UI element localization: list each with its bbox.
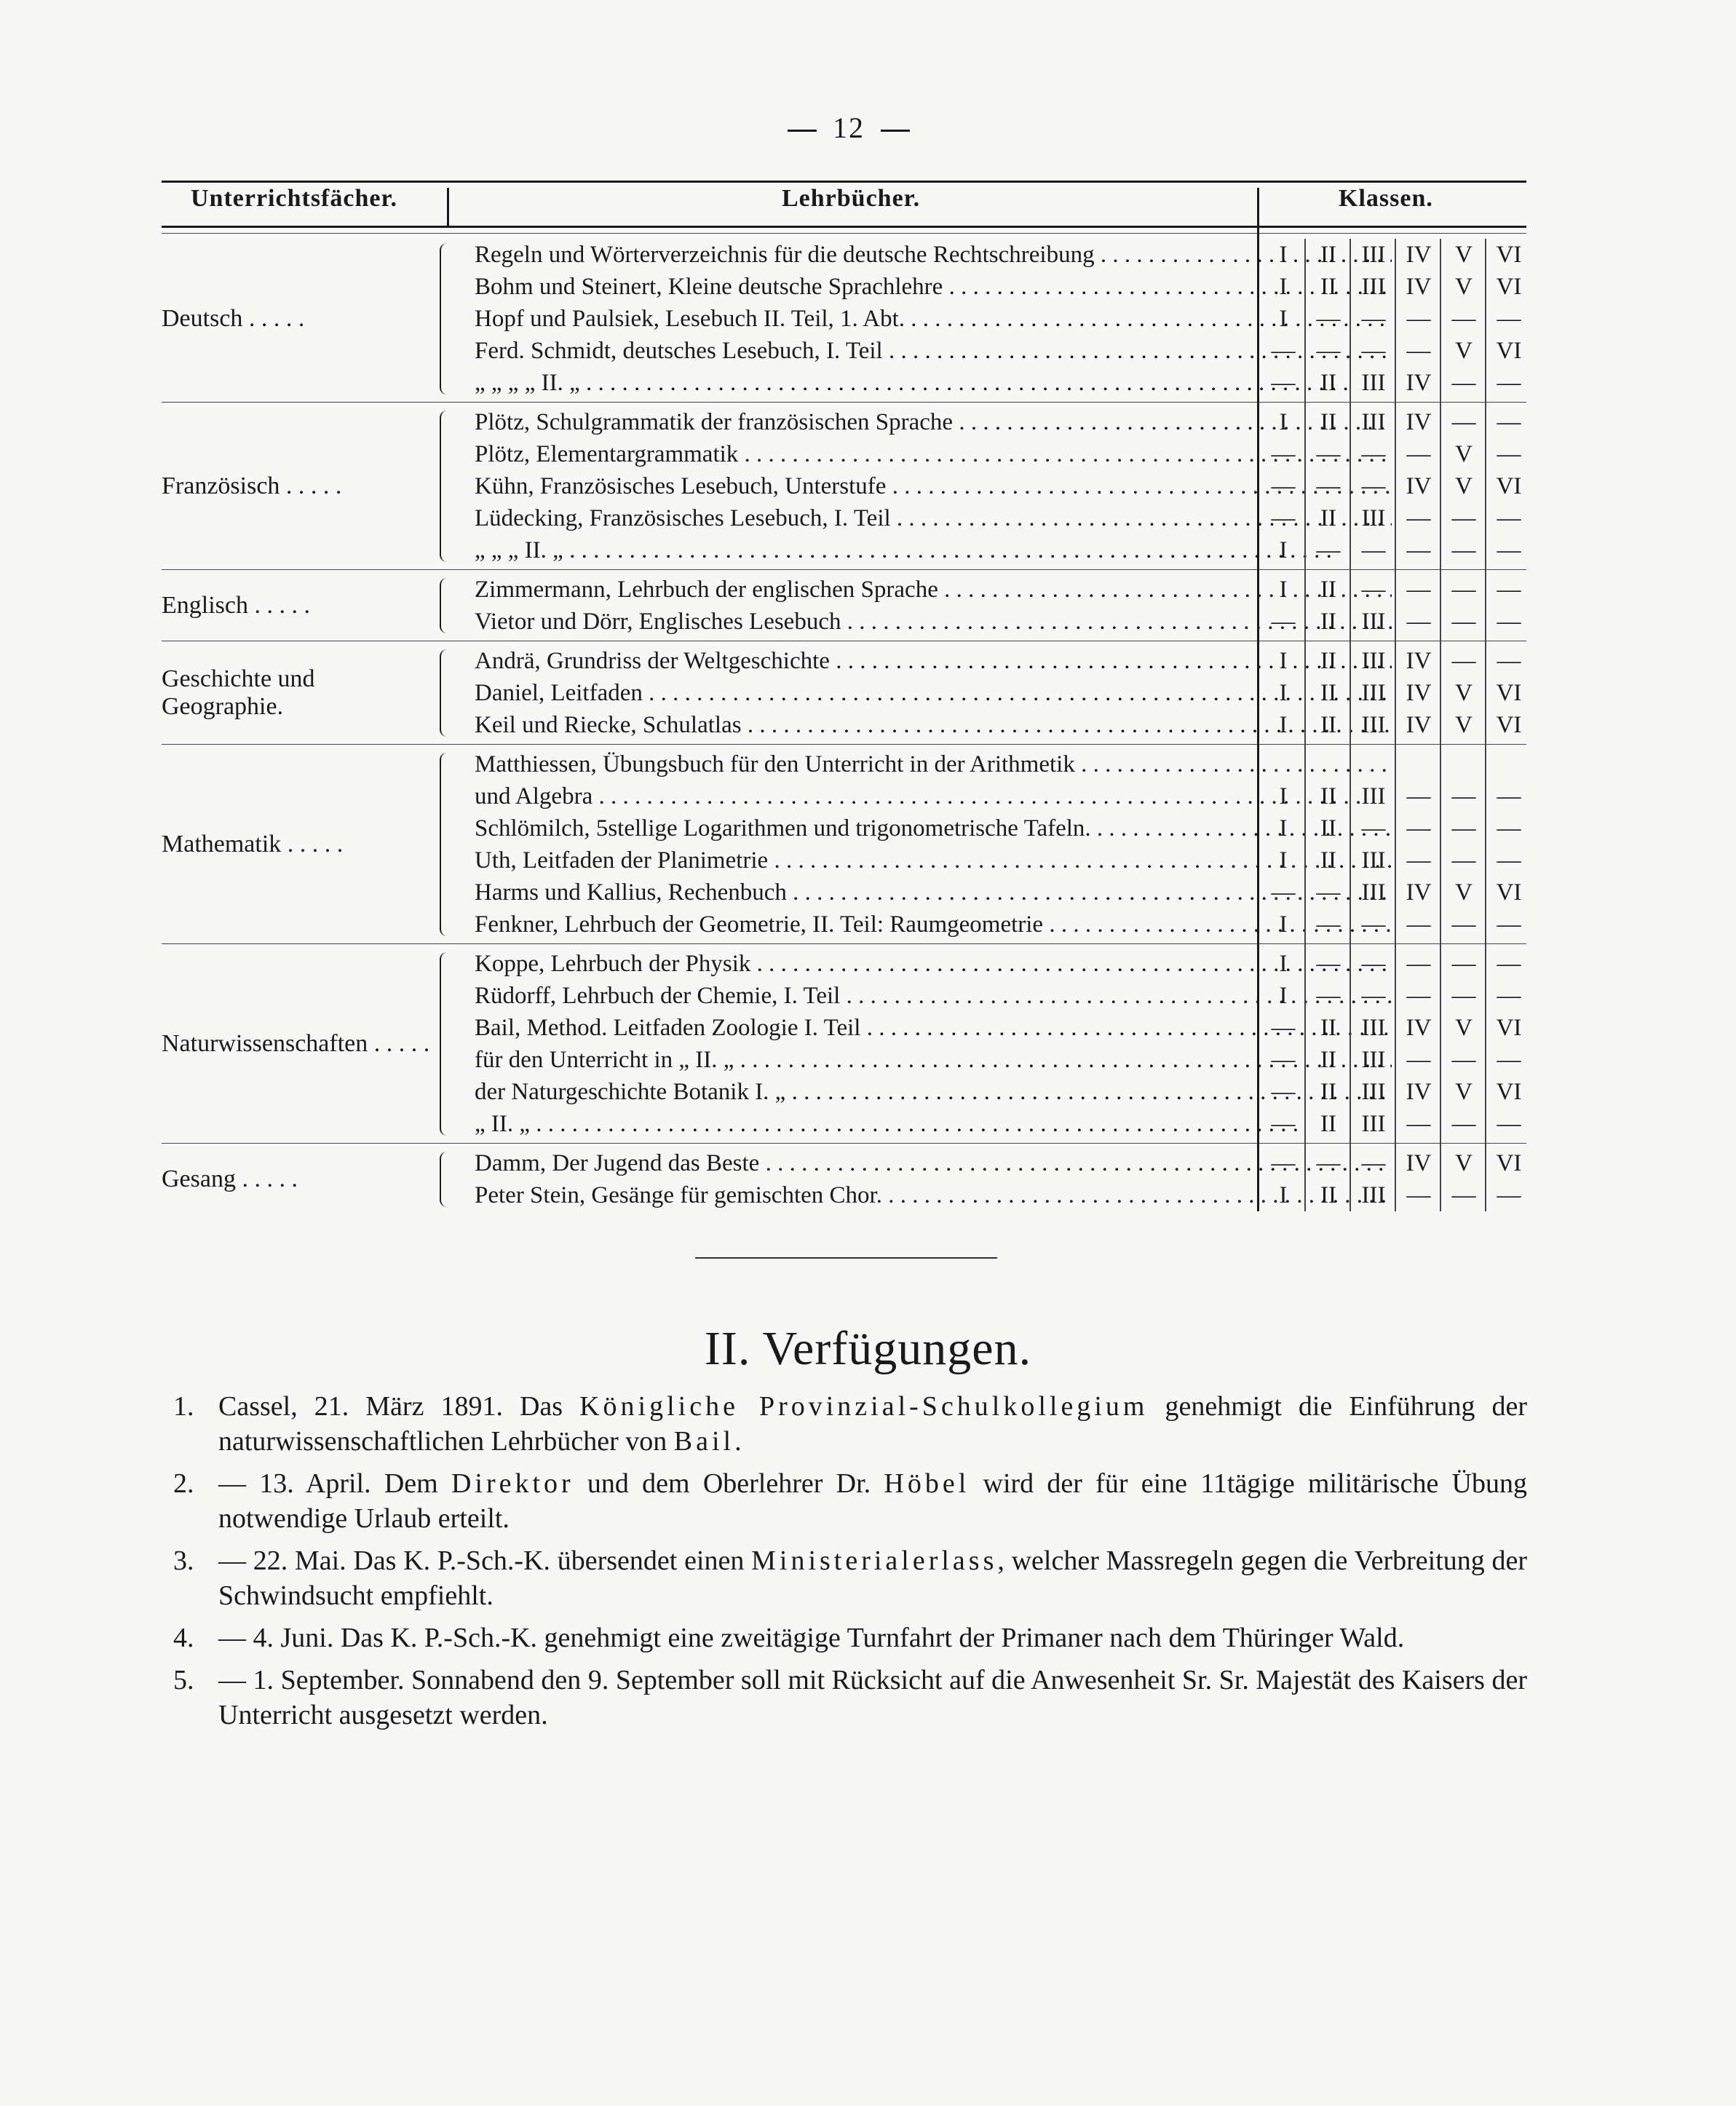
- class-cell: II: [1320, 370, 1336, 396]
- class-cell: —: [1271, 1079, 1296, 1105]
- class-cell: [1441, 748, 1486, 780]
- class-cell: —: [1497, 847, 1521, 874]
- class-cell: VI: [1496, 338, 1522, 364]
- class-cell: —: [1406, 911, 1431, 938]
- class-cell: III: [1361, 648, 1386, 674]
- class-cell: —: [1451, 648, 1476, 674]
- class-cell: V: [1455, 242, 1473, 268]
- class-cell: —: [1406, 537, 1431, 563]
- class-cell: —: [1316, 951, 1341, 977]
- class-cell: II: [1320, 242, 1336, 268]
- class-cell: —: [1497, 609, 1521, 635]
- class-cell: V: [1455, 473, 1473, 499]
- class-cell: IV: [1406, 879, 1432, 906]
- book-title: Uth, Leitfaden der Planimetrie . . .: [475, 844, 1392, 876]
- header-subjects: Unterrichtsfächer.: [191, 185, 397, 212]
- class-cell: —: [1406, 505, 1431, 531]
- book-title: Matthiessen, Übungsbuch für den Unterricht in der Arithmetik . . .: [475, 748, 1392, 780]
- class-cell: —: [1406, 1047, 1431, 1073]
- subject-group: [162, 239, 1526, 399]
- class-cell: VI: [1496, 1015, 1522, 1041]
- class-cell: —: [1406, 847, 1431, 874]
- class-cell: II: [1320, 847, 1336, 874]
- class-cell: III: [1361, 1015, 1386, 1041]
- class-cell: —: [1451, 370, 1476, 396]
- class-cell: —: [1406, 306, 1431, 332]
- class-cell: —: [1271, 505, 1296, 531]
- book-title: Koppe, Lehrbuch der Physik . . .: [475, 948, 1392, 980]
- class-cell: —: [1361, 338, 1386, 364]
- book-title: Lüdecking, Französisches Lesebuch, I. Teil . . .: [475, 502, 1392, 534]
- class-cell: I: [1279, 409, 1288, 435]
- class-cell: —: [1497, 577, 1521, 603]
- decree-item: 2. — 13. April. Dem Direktor und dem Oberlehrer Dr. Höbel wird der für eine 11tägige militärische Übung notwendige Urlaub erteilt.: [173, 1468, 1527, 1534]
- book-title: und Algebra . . .: [475, 780, 1392, 812]
- book-title: Peter Stein, Gesänge für gemischten Chor. . . .: [475, 1179, 1392, 1211]
- class-cell: —: [1451, 1111, 1476, 1137]
- class-cell: —: [1451, 306, 1476, 332]
- class-cell: III: [1361, 879, 1386, 906]
- class-cell: II: [1320, 1047, 1336, 1073]
- class-cell: I: [1279, 577, 1288, 603]
- class-cell: —: [1316, 1150, 1341, 1176]
- class-cell: —: [1271, 609, 1296, 635]
- subject-name: Deutsch . . . . .: [162, 305, 305, 332]
- class-cell: I: [1279, 847, 1288, 874]
- class-cell: —: [1406, 441, 1431, 467]
- class-cell: I: [1279, 680, 1288, 706]
- class-cell: [1351, 748, 1396, 780]
- book-title: Schlömilch, 5stellige Logarithmen und trigonometrische Tafeln. . . . .: [475, 812, 1392, 844]
- class-cell: II: [1320, 815, 1336, 842]
- book-title: Zimmermann, Lehrbuch der englischen Sprache . . .: [475, 574, 1392, 606]
- class-cell: —: [1316, 537, 1341, 563]
- class-cell: —: [1316, 338, 1341, 364]
- class-cell: —: [1497, 648, 1521, 674]
- class-cell: IV: [1406, 409, 1432, 435]
- class-cell: —: [1361, 306, 1386, 332]
- decree-item: 5. — 1. September. Sonnabend den 9. September soll mit Rücksicht auf die Anwesenheit Sr. Sr. Majestät des Kaisers der Unterricht ausgesetzt werden.: [173, 1665, 1527, 1730]
- class-cell: I: [1279, 242, 1288, 268]
- class-cell: —: [1451, 537, 1476, 563]
- class-cell: VI: [1496, 274, 1522, 300]
- section-title: II. Verfügungen.: [704, 1322, 1032, 1375]
- class-cell: I: [1279, 274, 1288, 300]
- class-cell: II: [1320, 783, 1336, 809]
- class-cell: —: [1451, 783, 1476, 809]
- class-cell: I: [1279, 648, 1288, 674]
- class-cell: V: [1455, 274, 1473, 300]
- brace: [440, 411, 448, 562]
- class-cell: —: [1316, 473, 1341, 499]
- class-cell: —: [1497, 815, 1521, 842]
- class-cell: —: [1406, 338, 1431, 364]
- class-cell: —: [1406, 1111, 1431, 1137]
- book-title: Harms und Kallius, Rechenbuch . . .: [475, 876, 1392, 908]
- page-number: 12: [772, 111, 926, 145]
- class-cell: —: [1451, 577, 1476, 603]
- book-title: „ II. „ . . .: [475, 1108, 1392, 1140]
- book-title: der Naturgeschichte Botanik I. „ . . .: [475, 1076, 1392, 1108]
- subject-group: [162, 1147, 1526, 1211]
- class-cell: III: [1361, 680, 1386, 706]
- class-cell: I: [1279, 306, 1288, 332]
- class-cell: III: [1361, 1111, 1386, 1137]
- class-cell: —: [1316, 983, 1341, 1009]
- brace: [440, 578, 448, 633]
- book-title: Bohm und Steinert, Kleine deutsche Sprachlehre . . . . . . . .: [475, 271, 1392, 303]
- class-cell: —: [1406, 951, 1431, 977]
- class-cell: III: [1361, 1182, 1386, 1208]
- class-cell: II: [1320, 505, 1336, 531]
- header-classes: Klassen.: [1339, 185, 1433, 212]
- class-cell: —: [1361, 473, 1386, 499]
- class-cell: II: [1320, 680, 1336, 706]
- book-title: Hopf und Paulsiek, Lesebuch II. Teil, 1. Abt. . . .: [475, 303, 1392, 335]
- brace: [440, 753, 448, 936]
- book-title: Andrä, Grundriss der Weltgeschichte . . .: [475, 645, 1392, 677]
- class-cell: I: [1279, 951, 1288, 977]
- class-cell: III: [1361, 712, 1386, 738]
- class-cell: VI: [1496, 1150, 1522, 1176]
- class-cell: III: [1361, 1047, 1386, 1073]
- book-title: Damm, Der Jugend das Beste . . .: [475, 1147, 1392, 1179]
- class-cell: VI: [1496, 879, 1522, 906]
- class-cell: IV: [1406, 1079, 1432, 1105]
- class-cell: III: [1361, 847, 1386, 874]
- class-cell: I: [1279, 712, 1288, 738]
- class-cell: [1261, 748, 1306, 780]
- book-title: Daniel, Leitfaden . . .: [475, 677, 1392, 709]
- class-cell: VI: [1496, 1079, 1522, 1105]
- book-title: Plötz, Schulgrammatik der französischen Sprache . . .: [475, 406, 1392, 438]
- class-cell: IV: [1406, 680, 1432, 706]
- subject-name: Naturwissenschaften . . . . .: [162, 1030, 430, 1057]
- class-cell: —: [1361, 577, 1386, 603]
- class-cell: VI: [1496, 680, 1522, 706]
- class-cell: III: [1361, 409, 1386, 435]
- class-cell: —: [1451, 983, 1476, 1009]
- class-cell: —: [1497, 306, 1521, 332]
- class-cell: III: [1361, 505, 1386, 531]
- class-cell: —: [1406, 577, 1431, 603]
- class-cell: —: [1406, 783, 1431, 809]
- brace: [440, 952, 448, 1136]
- class-cell: —: [1361, 911, 1386, 938]
- class-cell: III: [1361, 1079, 1386, 1105]
- class-cell: II: [1320, 577, 1336, 603]
- class-cell: —: [1406, 609, 1431, 635]
- class-cell: —: [1497, 1182, 1521, 1208]
- class-cell: VI: [1496, 712, 1522, 738]
- class-cell: —: [1271, 879, 1296, 906]
- book-title: Vietor und Dörr, Englisches Lesebuch . . .: [475, 606, 1392, 638]
- class-cell: —: [1316, 306, 1341, 332]
- class-cell: IV: [1406, 274, 1432, 300]
- class-cell: —: [1271, 1047, 1296, 1073]
- class-cell: —: [1451, 911, 1476, 938]
- book-title: „ „ „ II. „ . . .: [475, 534, 1392, 566]
- class-cell: [1396, 748, 1441, 780]
- class-cell: —: [1361, 983, 1386, 1009]
- class-cell: —: [1316, 911, 1341, 938]
- class-cell: III: [1361, 274, 1386, 300]
- class-cell: II: [1320, 1015, 1336, 1041]
- class-cell: —: [1497, 951, 1521, 977]
- subject-name: Englisch . . . . .: [162, 592, 310, 619]
- class-cell: VI: [1496, 473, 1522, 499]
- class-cell: IV: [1406, 648, 1432, 674]
- class-cell: IV: [1406, 1015, 1432, 1041]
- class-cell: [1486, 748, 1531, 780]
- brace: [440, 1152, 448, 1207]
- class-cell: IV: [1406, 473, 1432, 499]
- class-cell: —: [1497, 370, 1521, 396]
- subject-group: [162, 406, 1526, 566]
- class-cell: —: [1497, 1047, 1521, 1073]
- subject-group: [162, 748, 1526, 941]
- class-cell: —: [1271, 1111, 1296, 1137]
- class-cell: V: [1455, 680, 1473, 706]
- book-title: Keil und Riecke, Schulatlas . . .: [475, 709, 1392, 741]
- class-cell: V: [1455, 879, 1473, 906]
- brace: [440, 649, 448, 737]
- subject-group: [162, 645, 1526, 741]
- class-cell: —: [1497, 783, 1521, 809]
- class-cell: I: [1279, 537, 1288, 563]
- class-cell: —: [1271, 473, 1296, 499]
- section-divider: [695, 1257, 997, 1259]
- book-title: Regeln und Wörterverzeichnis für die deutsche Rechtschreibung . . . .: [475, 239, 1392, 271]
- class-cell: III: [1361, 783, 1386, 809]
- class-cell: V: [1455, 1150, 1473, 1176]
- class-cell: V: [1455, 712, 1473, 738]
- book-title: für den Unterricht in „ II. „ . . .: [475, 1044, 1392, 1076]
- class-cell: —: [1451, 847, 1476, 874]
- class-cell: II: [1320, 1182, 1336, 1208]
- decree-list: [173, 1389, 1527, 1740]
- class-cell: V: [1455, 338, 1473, 364]
- class-cell: —: [1451, 409, 1476, 435]
- class-cell: —: [1497, 441, 1521, 467]
- subject-name: Mathematik . . . . .: [162, 831, 344, 858]
- decree-item: 3. — 22. Mai. Das K. P.-Sch.-K. übersendet einen Ministerialerlass, welcher Massregeln gegen die Verbreitung der Schwindsucht empfiehlt.: [173, 1545, 1528, 1611]
- class-cell: IV: [1406, 1150, 1432, 1176]
- class-cell: V: [1455, 1079, 1473, 1105]
- subject-name: Geschichte und Geographie.: [162, 665, 315, 720]
- class-cell: I: [1279, 815, 1288, 842]
- class-cell: —: [1361, 441, 1386, 467]
- class-cell: II: [1320, 609, 1336, 635]
- subject-name: Französisch . . . . .: [162, 472, 342, 499]
- book-title: Plötz, Elementargrammatik . . .: [475, 438, 1392, 470]
- class-cell: III: [1361, 242, 1386, 268]
- book-title: Fenkner, Lehrbuch der Geometrie, II. Teil: Raumgeometrie . . .: [475, 908, 1392, 941]
- class-cell: —: [1361, 537, 1386, 563]
- class-cell: —: [1497, 983, 1521, 1009]
- class-cell: II: [1320, 1111, 1336, 1137]
- subject-group: [162, 948, 1526, 1140]
- class-cell: —: [1497, 911, 1521, 938]
- decree-item: 4. — 4. Juni. Das K. P.-Sch.-K. genehmigt eine zweitägige Turnfahrt der Primaner nach dem Thüringer Wald.: [173, 1623, 1405, 1653]
- class-cell: —: [1406, 983, 1431, 1009]
- decree-item: 1. Cassel, 21. März 1891. Das Königliche Provinzial-Schulkollegium genehmigt die Einführung der naturwissenschaftlichen Lehrbücher von Bail.: [173, 1391, 1527, 1457]
- class-cell: —: [1271, 1015, 1296, 1041]
- class-cell: —: [1316, 441, 1341, 467]
- class-cell: III: [1361, 370, 1386, 396]
- class-cell: —: [1497, 409, 1521, 435]
- class-cell: —: [1361, 815, 1386, 842]
- class-cell: II: [1320, 409, 1336, 435]
- class-cell: —: [1271, 441, 1296, 467]
- class-cell: —: [1271, 1150, 1296, 1176]
- class-cell: —: [1406, 1182, 1431, 1208]
- subject-group: [162, 574, 1526, 638]
- class-cell: [1306, 748, 1351, 780]
- class-cell: —: [1451, 1047, 1476, 1073]
- book-title: Kühn, Französisches Lesebuch, Unterstufe . . .: [475, 470, 1392, 502]
- class-cell: —: [1361, 951, 1386, 977]
- header-books: Lehrbücher.: [782, 185, 921, 212]
- book-title: Ferd. Schmidt, deutsches Lesebuch, I. Teil . . .: [475, 335, 1392, 367]
- class-cell: III: [1361, 609, 1386, 635]
- class-cell: IV: [1406, 370, 1432, 396]
- class-cell: I: [1279, 1182, 1288, 1208]
- class-cell: —: [1497, 505, 1521, 531]
- book-title: Rüdorff, Lehrbuch der Chemie, I. Teil . . .: [475, 980, 1392, 1012]
- class-cell: V: [1455, 441, 1473, 467]
- class-cell: —: [1497, 1111, 1521, 1137]
- class-cell: —: [1406, 815, 1431, 842]
- class-cell: —: [1361, 1150, 1386, 1176]
- subject-name: Gesang . . . . .: [162, 1165, 298, 1192]
- book-title: „ „ „ „ II. „ . . .: [475, 367, 1392, 399]
- class-cell: II: [1320, 648, 1336, 674]
- class-cell: —: [1451, 1182, 1476, 1208]
- class-cell: —: [1271, 370, 1296, 396]
- class-cell: II: [1320, 712, 1336, 738]
- class-cell: —: [1451, 505, 1476, 531]
- class-cell: I: [1279, 911, 1288, 938]
- class-cell: I: [1279, 783, 1288, 809]
- class-cell: IV: [1406, 242, 1432, 268]
- book-title: Bail, Method. Leitfaden Zoologie I. Teil . . .: [475, 1012, 1392, 1044]
- class-cell: —: [1497, 537, 1521, 563]
- class-cell: V: [1455, 1015, 1473, 1041]
- class-cell: II: [1320, 1079, 1336, 1105]
- class-cell: I: [1279, 983, 1288, 1009]
- class-cell: —: [1316, 879, 1341, 906]
- class-cell: —: [1451, 815, 1476, 842]
- class-cell: —: [1451, 951, 1476, 977]
- class-cell: II: [1320, 274, 1336, 300]
- class-cell: VI: [1496, 242, 1522, 268]
- class-cell: —: [1271, 338, 1296, 364]
- class-cell: —: [1451, 609, 1476, 635]
- brace: [440, 243, 448, 395]
- class-cell: IV: [1406, 712, 1432, 738]
